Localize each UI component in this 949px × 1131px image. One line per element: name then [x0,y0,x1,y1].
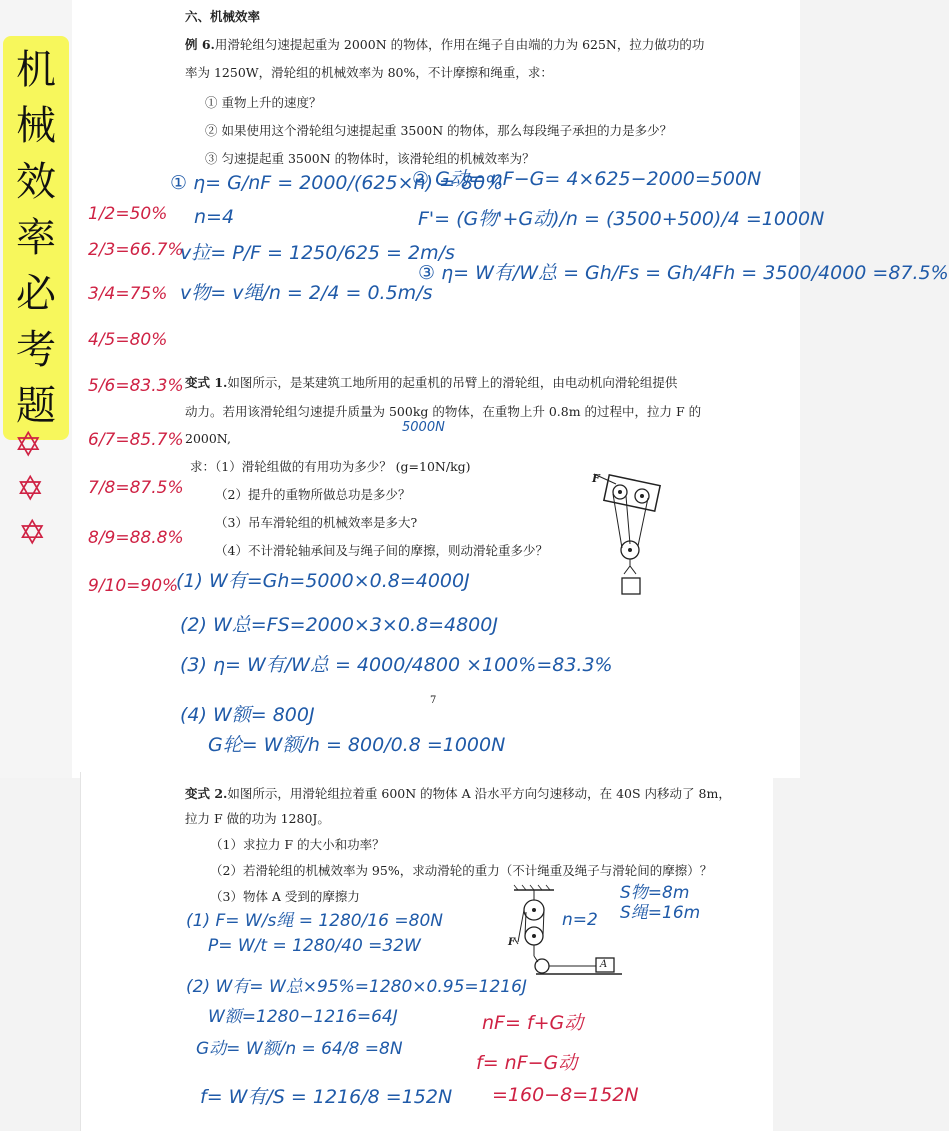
ex6-answer: ② G动= nF−G= 4×625−2000=500N [412,168,762,190]
ex6-answer: F'= (G物'+G动)/n = (3500+500)/4 =1000N [418,208,825,230]
side-char: 效 [16,159,56,205]
section-title: 六、机械效率 [185,9,261,24]
var2-answer: G动= W额/n = 64/8 =8N [196,1039,403,1059]
var2-line2: 拉力 F 做的功为 1280J。 [185,811,330,826]
object-a-label: A [600,959,608,970]
var2-question-3: （3）物体 A 受到的摩擦力 [210,889,360,904]
var1-line1: 变式 1.如图所示，是某建筑工地所用的起重机的吊臂上的滑轮组，由电动机向滑轮组提供 [185,375,678,390]
var2-note: S物=8m [620,883,690,903]
var1-question-3: （3）吊车滑轮组的机械效率是多大? [215,515,418,530]
side-char: 机 [16,47,56,93]
ex6-question-2: ② 如果使用这个滑轮组匀速提起重 3500N 的物体，那么每段绳子承担的力是多少？ [205,123,673,138]
side-char: 题 [16,383,56,429]
var2-answer: W额=1280−1216=64J [208,1007,398,1027]
ex6-answer: ③ η= W有/W总 = Gh/Fs = Gh/4Fh = 3500/4000 =87.5% [418,262,949,284]
fraction-note: 1/2=50% [88,204,168,224]
ex6-answer: ① η= G/nF = 2000/(625×n) = 80% [170,172,504,194]
fraction-note: 2/3=66.7% [88,240,184,260]
var2-question-1: （1）求拉力 F 的大小和功率？ [210,837,385,852]
pull-force-label: F [508,937,516,948]
var1-answer: (1) W有=Gh=5000×0.8=4000J [176,570,470,592]
var1-answer: (3) η= W有/W总 = 4000/4800 ×100%=83.3% [180,654,613,676]
star-icon: ✡ [18,513,47,553]
fraction-note: 9/10=90% [88,576,179,596]
ex6-question-1: ① 重物上升的速度？ [205,95,322,110]
star-icon: ✡ [14,425,43,465]
var1-answer: (2) W总=FS=2000×3×0.8=4800J [180,614,498,636]
fraction-note: 7/8=87.5% [88,478,184,498]
var2-note: n=2 [562,910,598,930]
side-char: 械 [16,103,56,149]
ex6-answer: v物= v绳/n = 2/4 = 0.5m/s [180,282,433,304]
ex6-line1: 例 6.用滑轮组匀速提起重为 2000N 的物体，作用在绳子自由端的力为 625N，拉力做功的功 [185,37,705,52]
var1-question-4: （4）不计滑轮轴承间及与绳子间的摩擦，则动滑轮重多少？ [215,543,548,558]
var2-red-note: nF= f+G动 [482,1012,584,1034]
var2-answer: (2) W有= W总×95%=1280×0.95=1216J [186,977,527,997]
ex6-line2: 率为 1250W，滑轮组的机械效率为 80%，不计摩擦和绳重，求： [185,65,553,80]
star-icon: ✡ [16,469,45,509]
var2-answer: (1) F= W/s绳 = 1280/16 =80N [186,911,443,931]
side-title-highlight [3,36,69,440]
fraction-note: 3/4=75% [88,284,168,304]
var2-answer: f= W有/S = 1216/8 =152N [200,1086,453,1108]
worksheet-page-2 [80,772,773,1131]
ex6-answer: v拉= P/F = 1250/625 = 2m/s [180,242,455,264]
var1-handwritten-note: 5000N [402,420,445,435]
fraction-note: 8/9=88.8% [88,528,184,548]
var2-question-2: （2）若滑轮组的机械效率为 95%，求动滑轮的重力（不计绳重及绳子与滑轮间的摩擦）？ [210,863,713,878]
fraction-note: 6/7=85.7% [88,430,184,450]
var1-question-1: 求：（1）滑轮组做的有用功为多少？ (g=10N/kg) [190,459,471,474]
page-number: 7 [430,695,437,706]
var1-answer: (4) W额= 800J [180,704,315,726]
fraction-note: 5/6=83.3% [88,376,184,396]
side-char: 必 [16,271,56,317]
var1-line3: 2000N, [185,431,231,446]
side-title [3,42,69,434]
var1-answer: G轮= W额/h = 800/0.8 =1000N [208,734,506,756]
var2-line1: 变式 2.如图所示，用滑轮组拉着重 600N 的物体 A 沿水平方向匀速移动，在 40S 内移动了 8m， [185,786,731,801]
side-char: 率 [16,215,56,261]
ex6-answer: n=4 [194,206,235,228]
var2-red-note: =160−8=152N [492,1084,639,1106]
fraction-note: 4/5=80% [88,330,168,350]
var1-question-2: （2）提升的重物所做总功是多少？ [215,487,411,502]
side-char: 考 [16,327,56,373]
var1-line2: 动力。若用该滑轮组匀速提升质量为 500kg 的物体，在重物上升 0.8m 的过程中，拉力 F 的 [185,404,702,419]
var2-red-note: f= nF−G动 [476,1052,578,1074]
ex6-question-3: ③ 匀速提起重 3500N 的物体时，该滑轮组的机械效率为？ [205,151,535,166]
var2-note: S绳=16m [620,903,701,923]
crane-force-label: F [592,472,600,485]
var2-answer: P= W/t = 1280/40 =32W [208,936,421,956]
